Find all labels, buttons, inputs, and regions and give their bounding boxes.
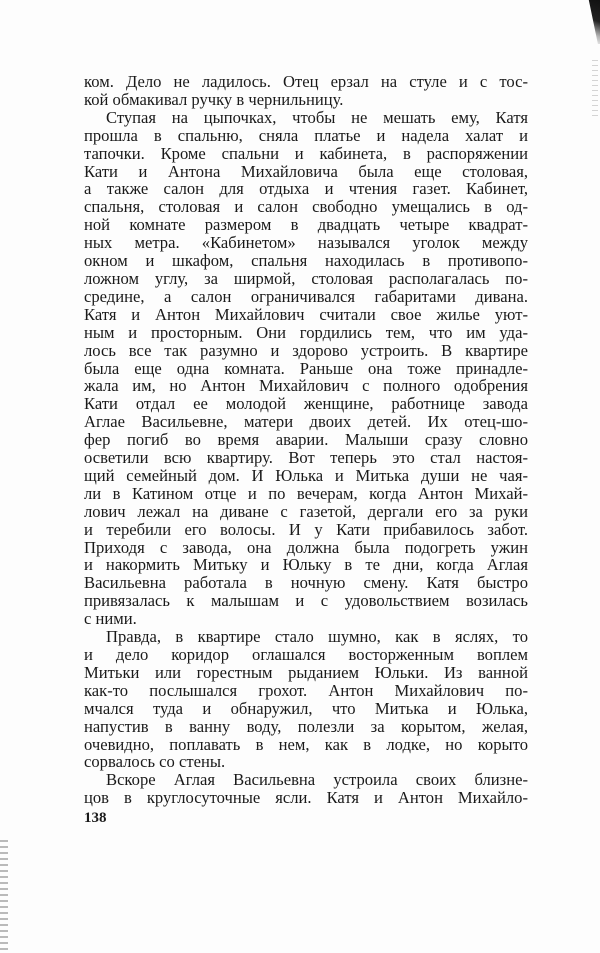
text-line: Приходя с завода, она должна была подогреть ужин	[84, 537, 528, 557]
text-line: Васильевна работала в ночную смену. Катя быстро	[84, 573, 528, 593]
text-line: спальня, столовая и салон свободно умещались в од-	[84, 197, 528, 217]
scan-shadow-corner	[586, 0, 600, 44]
text-line: Катя и Антон Михайлович считали свое жилье уют-	[84, 304, 528, 324]
text-line: и дело коридор оглашался восторженным воплем	[84, 645, 528, 664]
text-line: прошла в спальню, сняла платье и надела халат и	[84, 125, 528, 145]
text-line: средине, а салон ограничивался габаритами дивана.	[84, 286, 528, 306]
text-line: фер погиб во время аварии. Малыши сразу словно	[84, 430, 528, 450]
paragraph-start-line: Правда, в квартире стало шумно, как в яслях, то	[106, 627, 528, 647]
text-line: Митьки или горестным рыданием Юльки. Из ванной	[84, 662, 528, 682]
text-line: ных метра. «Кабинетом» назывался уголок между	[84, 233, 528, 253]
text-line: и теребили его волосы. И у Кати прибавилось забот.	[84, 519, 528, 539]
text-line: ложном углу, за ширмой, столовая располагалась по-	[84, 268, 528, 288]
text-line: Аглае Васильевне, матери двоих детей. Их отец-шо-	[84, 412, 528, 432]
text-line: была еще одна комната. Раньше она тоже принадле-	[84, 358, 528, 378]
text-line: очевидно, поплавать в нем, как в лодке, но корыто	[84, 734, 528, 754]
text-line: цов в круглосуточные ясли. Катя и Антон Михайло-	[84, 788, 528, 808]
text-line: лович лежал на диване с газетой, дергали его за руки	[84, 501, 528, 521]
text-line: щий семейный дом. И Юлька и Митька души не чая-	[84, 465, 528, 485]
text-line: лось все так разумно и здорово устроить. В квартире	[84, 340, 528, 360]
text-line: осветили всю квартиру. Вот теперь это стал настоя-	[84, 448, 528, 468]
text-line: тапочки. Кроме спальни и кабинета, в распоряжении	[84, 143, 528, 163]
text-line: как-то послышался грохот. Антон Михайлович по-	[84, 680, 528, 700]
body-text	[84, 73, 528, 807]
text-line: мчался туда и обнаружил, что Митька и Юлька,	[84, 698, 528, 718]
paragraph-start-line: Вскоре Аглая Васильевна устроила своих близне-	[106, 770, 528, 790]
text-line: ком. Дело не ладилось. Отец ерзал на стуле и с тос-	[84, 72, 528, 91]
text-line: ным и просторным. Они гордились тем, что им уда-	[84, 322, 528, 342]
paragraph-start-line: Ступая на цыпочках, чтобы не мешать ему, Катя	[106, 107, 528, 127]
text-line: привязалась к малышам и с удовольствием возилась	[84, 591, 528, 611]
text-line: кой обмакивал ручку в чернильницу.	[84, 89, 344, 109]
page-number: 138	[84, 810, 107, 826]
text-line: ли в Катином отце и по вечерам, когда Антон Михай-	[84, 483, 528, 503]
text-line: и накормить Митьку и Юльку в те дни, когда Аглая	[84, 555, 528, 575]
text-line: окном и шкафом, спальня находилась в противопо-	[84, 251, 528, 271]
text-line: с ними.	[84, 609, 137, 629]
scan-noise-right	[592, 60, 598, 120]
text-line: Кати отдал ее молодой женщине, работнице завода	[84, 394, 528, 414]
text-line: жала им, но Антон Михайлович с полного одобрения	[84, 376, 528, 396]
text-line: напустив в ванну воду, полезли за корытом, желая,	[84, 716, 528, 736]
scan-noise-left	[0, 840, 8, 953]
text-line: Кати и Антона Михайловича была еще столовая,	[84, 161, 528, 181]
text-line: ной комнате размером в двадцать четыре квадрат-	[84, 215, 528, 235]
text-line: сорвалось со стены.	[84, 752, 226, 772]
text-line: а также салон для отдыха и чтения газет. Кабинет,	[84, 179, 528, 199]
